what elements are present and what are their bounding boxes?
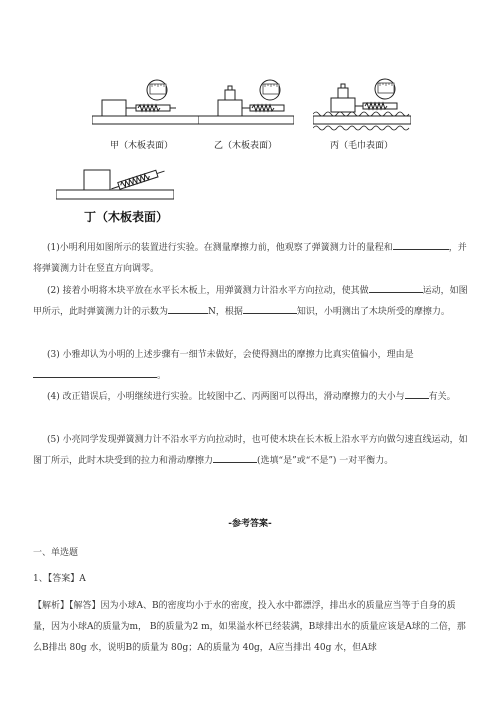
answer-blank[interactable] [405, 387, 429, 399]
section-heading: 一、单选题 [33, 548, 79, 558]
question-5: (5) 小亮同学发现弹簧测力计不沿水平方向拉动时，也可使木块在长木板上沿水平方向做匀速直线运动，如图丁所示，此时木块受到的拉力和滑动摩擦力 (选填“是”或“不是”) 一对平衡力。 [33, 435, 468, 466]
question-3: (3) 小雅却认为小明的上述步骤有一细节未做好，会使得测出的摩擦力比真实值偏小，理由是。 [33, 345, 473, 387]
question-2: (2) 接着小明将木块平放在水平长木板上，用弹簧测力计沿水平方向拉动，使其做 运动，如图甲所示，此时弹簧测力计的示数为 N，根据 知识，小明测出了木块所受的摩擦力。 [33, 281, 473, 323]
question-4: (4) 改正错误后，小明继续进行实验。比较图中乙、丙两图可以得出，滑动摩擦力的大小与 有关。 [33, 387, 473, 408]
answer-blank[interactable] [369, 281, 423, 293]
figure-jia-caption: 甲（木板表面） [110, 141, 174, 151]
answer-blank[interactable] [393, 238, 449, 250]
answer-item-1: 1、【答案】A [33, 574, 86, 584]
figure-yi-caption: 乙（木板表面） [214, 141, 278, 151]
answer-blank[interactable] [243, 302, 297, 314]
figure-jia [92, 78, 202, 130]
question-1: (1)小明利用如图所示的装置进行实验。在测量摩擦力前，他观察了弹簧测力计的量程和 ，并将弹簧测力计在竖直方向调零。 [33, 238, 473, 280]
answer-blank[interactable] [33, 366, 157, 378]
figure-ding-caption: 丁（木板表面） [84, 210, 169, 224]
figure-bing-caption: 丙（毛巾表面） [330, 141, 394, 151]
figure-bing [313, 78, 411, 134]
figure-ding [56, 162, 174, 202]
answer-analysis: 【解析】【解答】因为小球A、B的密度均小于水的密度，投入水中都漂浮，排出水的质量应当等于自身的质量，因为小球A的质量为m， B的质量为2 m，如果溢水杯已经装满，B球排出水的质量应该是A球的二倍，那么B排出 80g 水，说明B的质量为 80g；A的质量为 40g，A应当排出 40g 水，但A球 [33, 601, 466, 653]
figure-yi [198, 78, 294, 130]
answer-blank[interactable] [213, 451, 257, 463]
answer-blank[interactable] [168, 302, 208, 314]
answers-title: -参考答案- [228, 519, 272, 529]
